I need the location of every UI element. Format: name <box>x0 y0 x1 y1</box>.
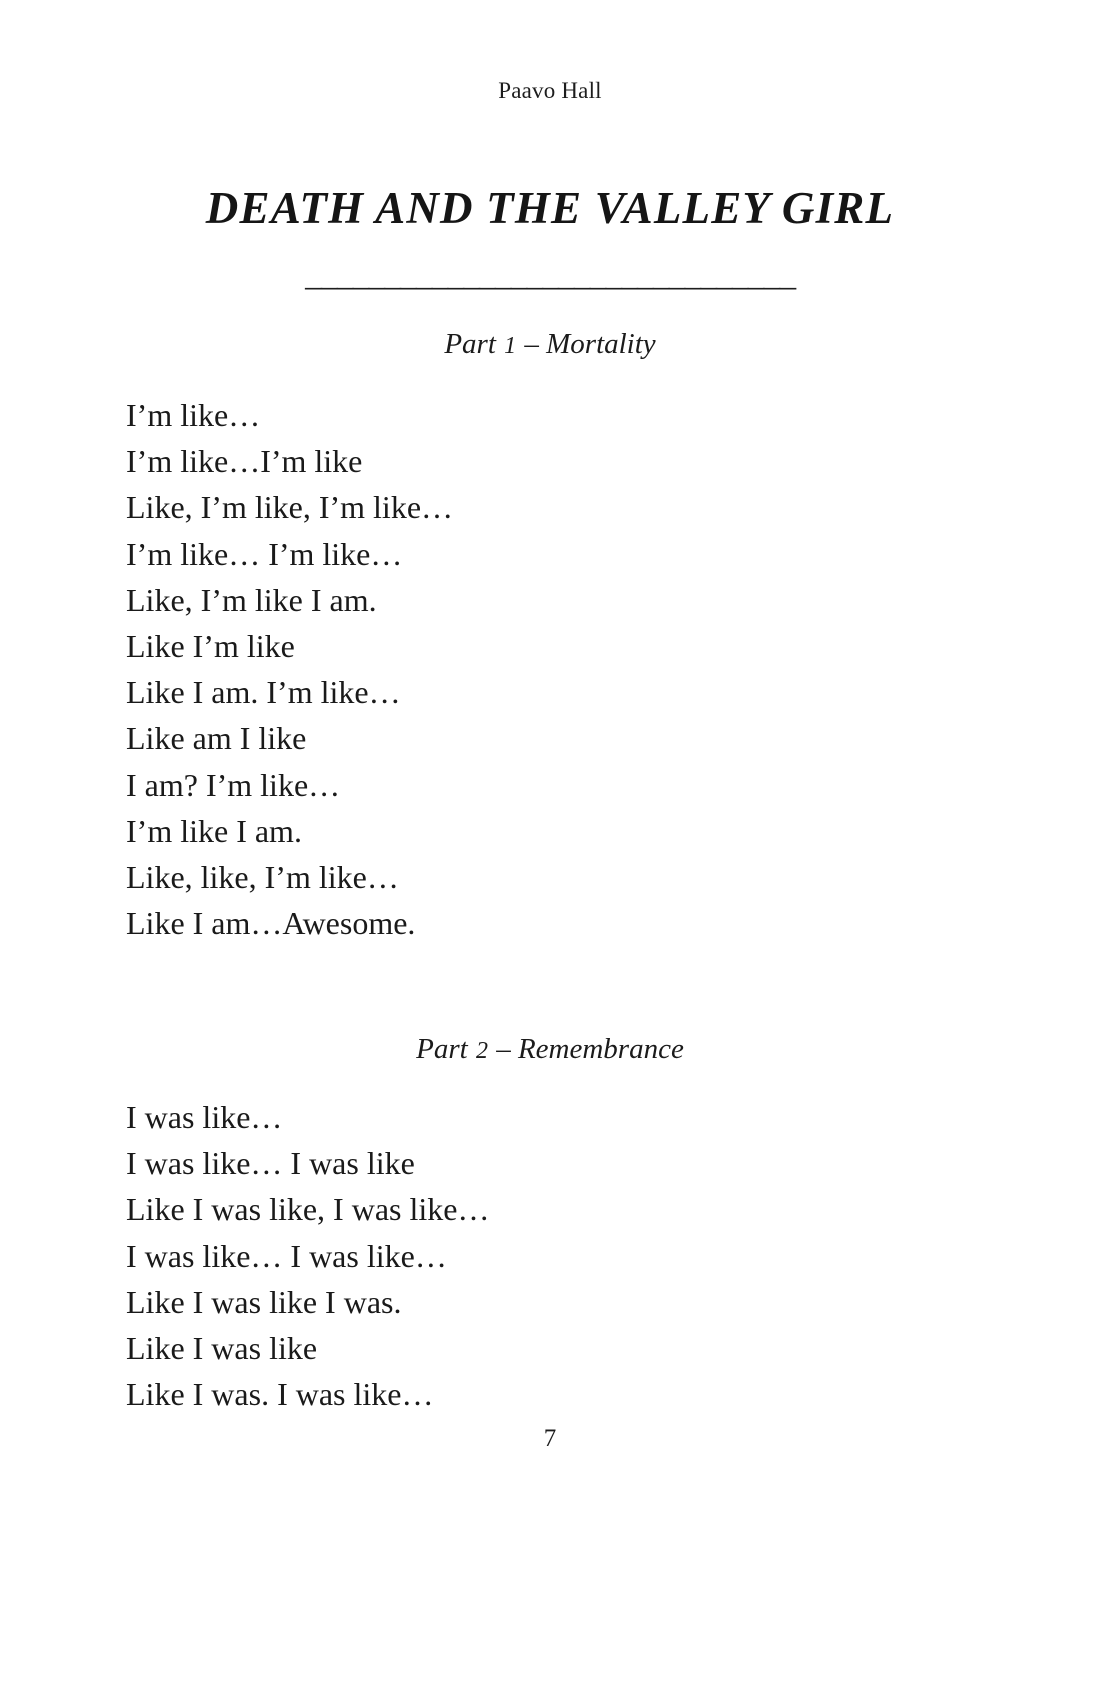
poem-line: I was like… I was like… <box>126 1237 447 1274</box>
part-1-heading <box>0 328 1100 361</box>
poem-line: Like I am…Awesome. <box>126 905 416 942</box>
poem-line: Like I am. I’m like… <box>126 674 401 711</box>
poem-line: I’m like…I’m like <box>126 443 363 480</box>
page-number: 7 <box>543 1425 557 1452</box>
poem-line: Like I was like <box>126 1330 318 1367</box>
poem-line: I’m like I am. <box>126 812 302 849</box>
poem-line: Like, like, I’m like… <box>126 859 399 896</box>
poem-line: Like I’m like <box>126 628 295 665</box>
part-2-number: 2 <box>475 1038 488 1064</box>
part-2-label-prefix: Part <box>416 1033 475 1065</box>
title-divider: _______________________________ <box>305 258 795 292</box>
poem-line: Like I was. I was like… <box>126 1376 434 1413</box>
part-2-stanza <box>126 1094 886 1417</box>
part-1-label-suffix: – Mortality <box>517 328 656 360</box>
poem-line: I was like… <box>126 1099 283 1135</box>
running-header: Paavo Hall <box>498 78 602 103</box>
poem-line: I am? I’m like… <box>126 766 341 803</box>
poem-line: Like I was like, I was like… <box>126 1191 490 1228</box>
poem-line: Like, I’m like, I’m like… <box>126 489 454 526</box>
part-2-heading <box>0 1033 1100 1066</box>
poem-line: Like I was like I was. <box>126 1283 402 1320</box>
part-1-stanza <box>126 392 886 946</box>
poem-line: Like, I’m like I am. <box>126 581 377 618</box>
poem-line: Like am I like <box>126 720 307 757</box>
page-title: DEATH AND THE VALLEY GIRL <box>205 183 895 233</box>
poem-line: I was like… I was like <box>126 1145 415 1182</box>
part-1-label-prefix: Part <box>444 328 504 360</box>
part-2-label-suffix: – Remembrance <box>488 1033 684 1065</box>
part-1-number: 1 <box>504 333 517 359</box>
poem-line: I’m like… I’m like… <box>126 535 403 572</box>
poem-line: I’m like… <box>126 397 261 433</box>
